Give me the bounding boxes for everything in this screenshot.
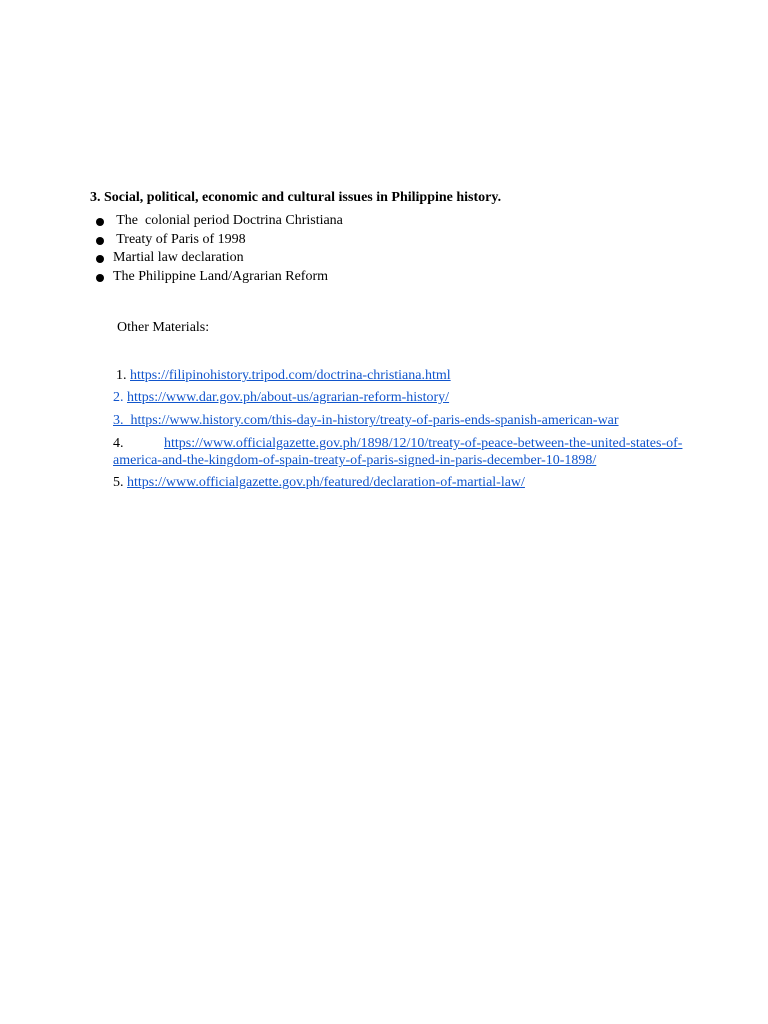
reference-item-4-continued <box>113 452 596 469</box>
list-item-text: The colonial period Doctrina Christiana <box>113 213 343 228</box>
reference-item-3 <box>113 412 619 429</box>
reference-link-5[interactable]: https://www.officialgazette.gov.ph/featured/declaration-of-martial-law/ <box>127 475 525 490</box>
list-item-text: Martial law declaration <box>113 250 244 266</box>
reference-url: https://www.history.com/this-day-in-history/treaty-of-paris-ends-spanish-american-war <box>130 413 619 428</box>
reference-link-1[interactable]: https://filipinohistory.tripod.com/doctrina-christiana.html <box>130 368 451 383</box>
reference-number: 4. <box>113 436 124 451</box>
reference-link-2[interactable]: https://www.dar.gov.ph/about-us/agrarian-reform-history/ <box>127 390 450 405</box>
reference-item-2 <box>113 389 449 406</box>
reference-number: 1. <box>116 368 127 383</box>
list-item-text: Treaty of Paris of 1998 <box>113 231 246 247</box>
reference-number: 3. <box>113 413 124 428</box>
reference-link-4-line-1[interactable]: https://www.officialgazette.gov.ph/1898/12/10/treaty-of-peace-between-the-united-states-of- <box>164 436 683 451</box>
reference-link-4-line-2[interactable]: america-and-the-kingdom-of-spain-treaty-of-paris-signed-in-paris-december-10-1898/ <box>113 453 597 468</box>
reference-item-4 <box>113 435 682 452</box>
list-item-text: The Philippine Land/Agrarian Reform <box>113 269 328 285</box>
reference-item-1 <box>116 367 451 384</box>
bullet-icon <box>96 218 104 226</box>
reference-number: 2. <box>113 390 124 405</box>
bullet-icon <box>96 237 104 245</box>
reference-item-5 <box>113 474 525 491</box>
reference-link-3[interactable] <box>113 413 619 428</box>
reference-number: 5. <box>113 475 124 490</box>
section-heading: 3. Social, political, economic and cultural issues in Philippine history. <box>90 190 502 205</box>
bullet-icon <box>96 255 104 263</box>
other-materials-label: Other Materials: <box>117 320 210 335</box>
bullet-icon <box>96 274 104 282</box>
